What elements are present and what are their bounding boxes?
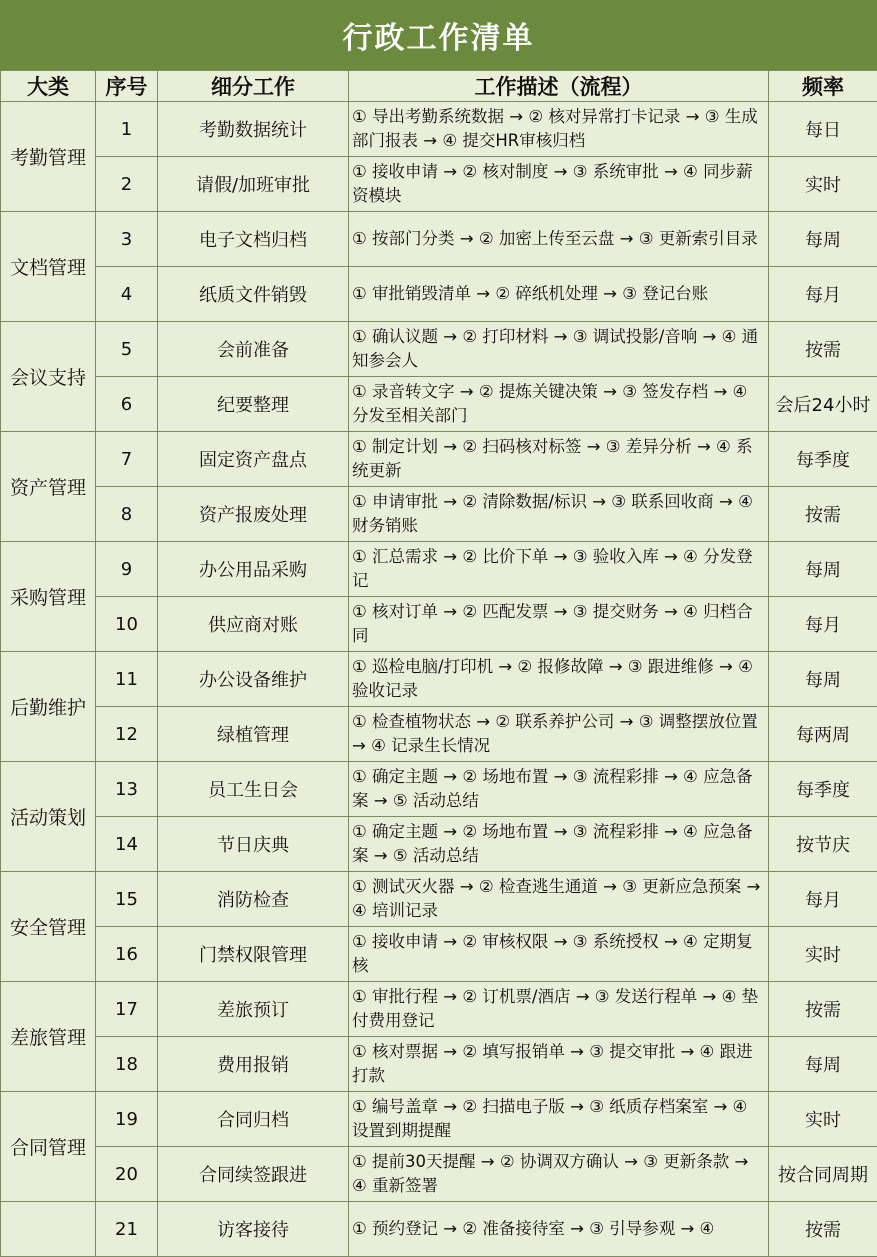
- table-row: [1, 982, 877, 1037]
- frequency-cell: 按需: [769, 982, 877, 1037]
- frequency-cell: 每周: [769, 212, 877, 267]
- frequency-cell: 按需: [769, 1202, 877, 1257]
- number-cell: 13: [96, 762, 158, 817]
- header-category: 大类: [1, 71, 96, 102]
- frequency-cell: 实时: [769, 157, 877, 212]
- number-cell: 1: [96, 102, 158, 157]
- description-cell: ① 确定主题 → ② 场地布置 → ③ 流程彩排 → ④ 应急备案 → ⑤ 活动总结: [349, 817, 769, 872]
- frequency-cell: 每季度: [769, 432, 877, 487]
- description-cell: ① 预约登记 → ② 准备接待室 → ③ 引导参观 → ④: [349, 1202, 769, 1257]
- category-cell: 会议支持: [1, 322, 96, 432]
- table-row: [1, 707, 877, 762]
- frequency-cell: 按合同周期: [769, 1147, 877, 1202]
- description-cell: ① 编号盖章 → ② 扫描电子版 → ③ 纸质存档案室 → ④ 设置到期提醒: [349, 1092, 769, 1147]
- category-cell: 合同管理: [1, 1092, 96, 1202]
- header-row: [1, 71, 877, 102]
- table-row: [1, 102, 877, 157]
- number-cell: 12: [96, 707, 158, 762]
- frequency-cell: 每两周: [769, 707, 877, 762]
- task-cell: 请假/加班审批: [158, 157, 349, 212]
- description-cell: ① 制定计划 → ② 扫码核对标签 → ③ 差异分析 → ④ 系统更新: [349, 432, 769, 487]
- description-cell: ① 测试灭火器 → ② 检查逃生通道 → ③ 更新应急预案 → ④ 培训记录: [349, 872, 769, 927]
- table-row: [1, 1092, 877, 1147]
- table-row: [1, 212, 877, 267]
- number-cell: 14: [96, 817, 158, 872]
- task-cell: 办公设备维护: [158, 652, 349, 707]
- number-cell: 10: [96, 597, 158, 652]
- description-cell: ① 核对票据 → ② 填写报销单 → ③ 提交审批 → ④ 跟进打款: [349, 1037, 769, 1092]
- description-cell: ① 巡检电脑/打印机 → ② 报修故障 → ③ 跟进维修 → ④ 验收记录: [349, 652, 769, 707]
- description-cell: ① 核对订单 → ② 匹配发票 → ③ 提交财务 → ④ 归档合同: [349, 597, 769, 652]
- category-cell: 后勤维护: [1, 652, 96, 762]
- number-cell: 19: [96, 1092, 158, 1147]
- task-cell: 消防检查: [158, 872, 349, 927]
- task-cell: 固定资产盘点: [158, 432, 349, 487]
- number-cell: 4: [96, 267, 158, 322]
- table-row: [1, 762, 877, 817]
- admin-work-table: [0, 70, 877, 1257]
- description-cell: ① 汇总需求 → ② 比价下单 → ③ 验收入库 → ④ 分发登记: [349, 542, 769, 597]
- category-cell: 考勤管理: [1, 102, 96, 212]
- number-cell: 6: [96, 377, 158, 432]
- task-cell: 合同归档: [158, 1092, 349, 1147]
- header-description: 工作描述（流程）: [349, 71, 769, 102]
- table-row: [1, 872, 877, 927]
- task-cell: 考勤数据统计: [158, 102, 349, 157]
- description-cell: ① 按部门分类 → ② 加密上传至云盘 → ③ 更新索引目录: [349, 212, 769, 267]
- number-cell: 8: [96, 487, 158, 542]
- table-body: [1, 102, 877, 1257]
- number-cell: 3: [96, 212, 158, 267]
- frequency-cell: 每季度: [769, 762, 877, 817]
- frequency-cell: 每月: [769, 597, 877, 652]
- category-cell: 活动策划: [1, 762, 96, 872]
- number-cell: 16: [96, 927, 158, 982]
- description-cell: ① 导出考勤系统数据 → ② 核对异常打卡记录 → ③ 生成部门报表 → ④ 提交HR审核归档: [349, 102, 769, 157]
- task-cell: 合同续签跟进: [158, 1147, 349, 1202]
- description-cell: ① 审批行程 → ② 订机票/酒店 → ③ 发送行程单 → ④ 垫付费用登记: [349, 982, 769, 1037]
- task-cell: 费用报销: [158, 1037, 349, 1092]
- number-cell: 15: [96, 872, 158, 927]
- description-cell: ① 审批销毁清单 → ② 碎纸机处理 → ③ 登记台账: [349, 267, 769, 322]
- frequency-cell: 每周: [769, 542, 877, 597]
- table-row: [1, 1202, 877, 1257]
- category-cell: 差旅管理: [1, 982, 96, 1092]
- table-row: [1, 542, 877, 597]
- table-row: [1, 927, 877, 982]
- task-cell: 纪要整理: [158, 377, 349, 432]
- description-cell: ① 确定主题 → ② 场地布置 → ③ 流程彩排 → ④ 应急备案 → ⑤ 活动总结: [349, 762, 769, 817]
- header-frequency: 频率: [769, 71, 877, 102]
- category-cell: 资产管理: [1, 432, 96, 542]
- table-row: [1, 267, 877, 322]
- table-row: [1, 1147, 877, 1202]
- frequency-cell: 按节庆: [769, 817, 877, 872]
- table-row: [1, 817, 877, 872]
- frequency-cell: 按需: [769, 487, 877, 542]
- description-cell: ① 确认议题 → ② 打印材料 → ③ 调试投影/音响 → ④ 通知参会人: [349, 322, 769, 377]
- table-row: [1, 157, 877, 212]
- task-cell: 差旅预订: [158, 982, 349, 1037]
- sheet-title: 行政工作清单: [0, 0, 877, 70]
- task-cell: 会前准备: [158, 322, 349, 377]
- task-cell: 资产报废处理: [158, 487, 349, 542]
- description-cell: ① 提前30天提醒 → ② 协调双方确认 → ③ 更新条款 → ④ 重新签署: [349, 1147, 769, 1202]
- number-cell: 18: [96, 1037, 158, 1092]
- task-cell: 绿植管理: [158, 707, 349, 762]
- task-cell: 门禁权限管理: [158, 927, 349, 982]
- frequency-cell: 会后24小时: [769, 377, 877, 432]
- category-cell: 采购管理: [1, 542, 96, 652]
- task-cell: 供应商对账: [158, 597, 349, 652]
- description-cell: ① 检查植物状态 → ② 联系养护公司 → ③ 调整摆放位置 → ④ 记录生长情况: [349, 707, 769, 762]
- number-cell: 9: [96, 542, 158, 597]
- task-cell: 员工生日会: [158, 762, 349, 817]
- number-cell: 2: [96, 157, 158, 212]
- number-cell: 5: [96, 322, 158, 377]
- task-cell: 办公用品采购: [158, 542, 349, 597]
- number-cell: 11: [96, 652, 158, 707]
- number-cell: 21: [96, 1202, 158, 1257]
- table-row: [1, 1037, 877, 1092]
- frequency-cell: 每月: [769, 267, 877, 322]
- description-cell: ① 接收申请 → ② 审核权限 → ③ 系统授权 → ④ 定期复核: [349, 927, 769, 982]
- frequency-cell: 按需: [769, 322, 877, 377]
- table-row: [1, 377, 877, 432]
- task-cell: 节日庆典: [158, 817, 349, 872]
- frequency-cell: 每日: [769, 102, 877, 157]
- frequency-cell: 每月: [769, 872, 877, 927]
- task-cell: 电子文档归档: [158, 212, 349, 267]
- frequency-cell: 实时: [769, 1092, 877, 1147]
- number-cell: 7: [96, 432, 158, 487]
- frequency-cell: 实时: [769, 927, 877, 982]
- frequency-cell: 每周: [769, 1037, 877, 1092]
- task-cell: 纸质文件销毁: [158, 267, 349, 322]
- number-cell: 17: [96, 982, 158, 1037]
- table-row: [1, 487, 877, 542]
- header-number: 序号: [96, 71, 158, 102]
- frequency-cell: 每周: [769, 652, 877, 707]
- description-cell: ① 申请审批 → ② 清除数据/标识 → ③ 联系回收商 → ④ 财务销账: [349, 487, 769, 542]
- table-row: [1, 597, 877, 652]
- description-cell: ① 接收申请 → ② 核对制度 → ③ 系统审批 → ④ 同步薪资模块: [349, 157, 769, 212]
- category-cell: 安全管理: [1, 872, 96, 982]
- category-cell: [1, 1202, 96, 1257]
- table-row: [1, 322, 877, 377]
- header-task: 细分工作: [158, 71, 349, 102]
- category-cell: 文档管理: [1, 212, 96, 322]
- number-cell: 20: [96, 1147, 158, 1202]
- table-row: [1, 432, 877, 487]
- task-cell: 访客接待: [158, 1202, 349, 1257]
- table-row: [1, 652, 877, 707]
- description-cell: ① 录音转文字 → ② 提炼关键决策 → ③ 签发存档 → ④ 分发至相关部门: [349, 377, 769, 432]
